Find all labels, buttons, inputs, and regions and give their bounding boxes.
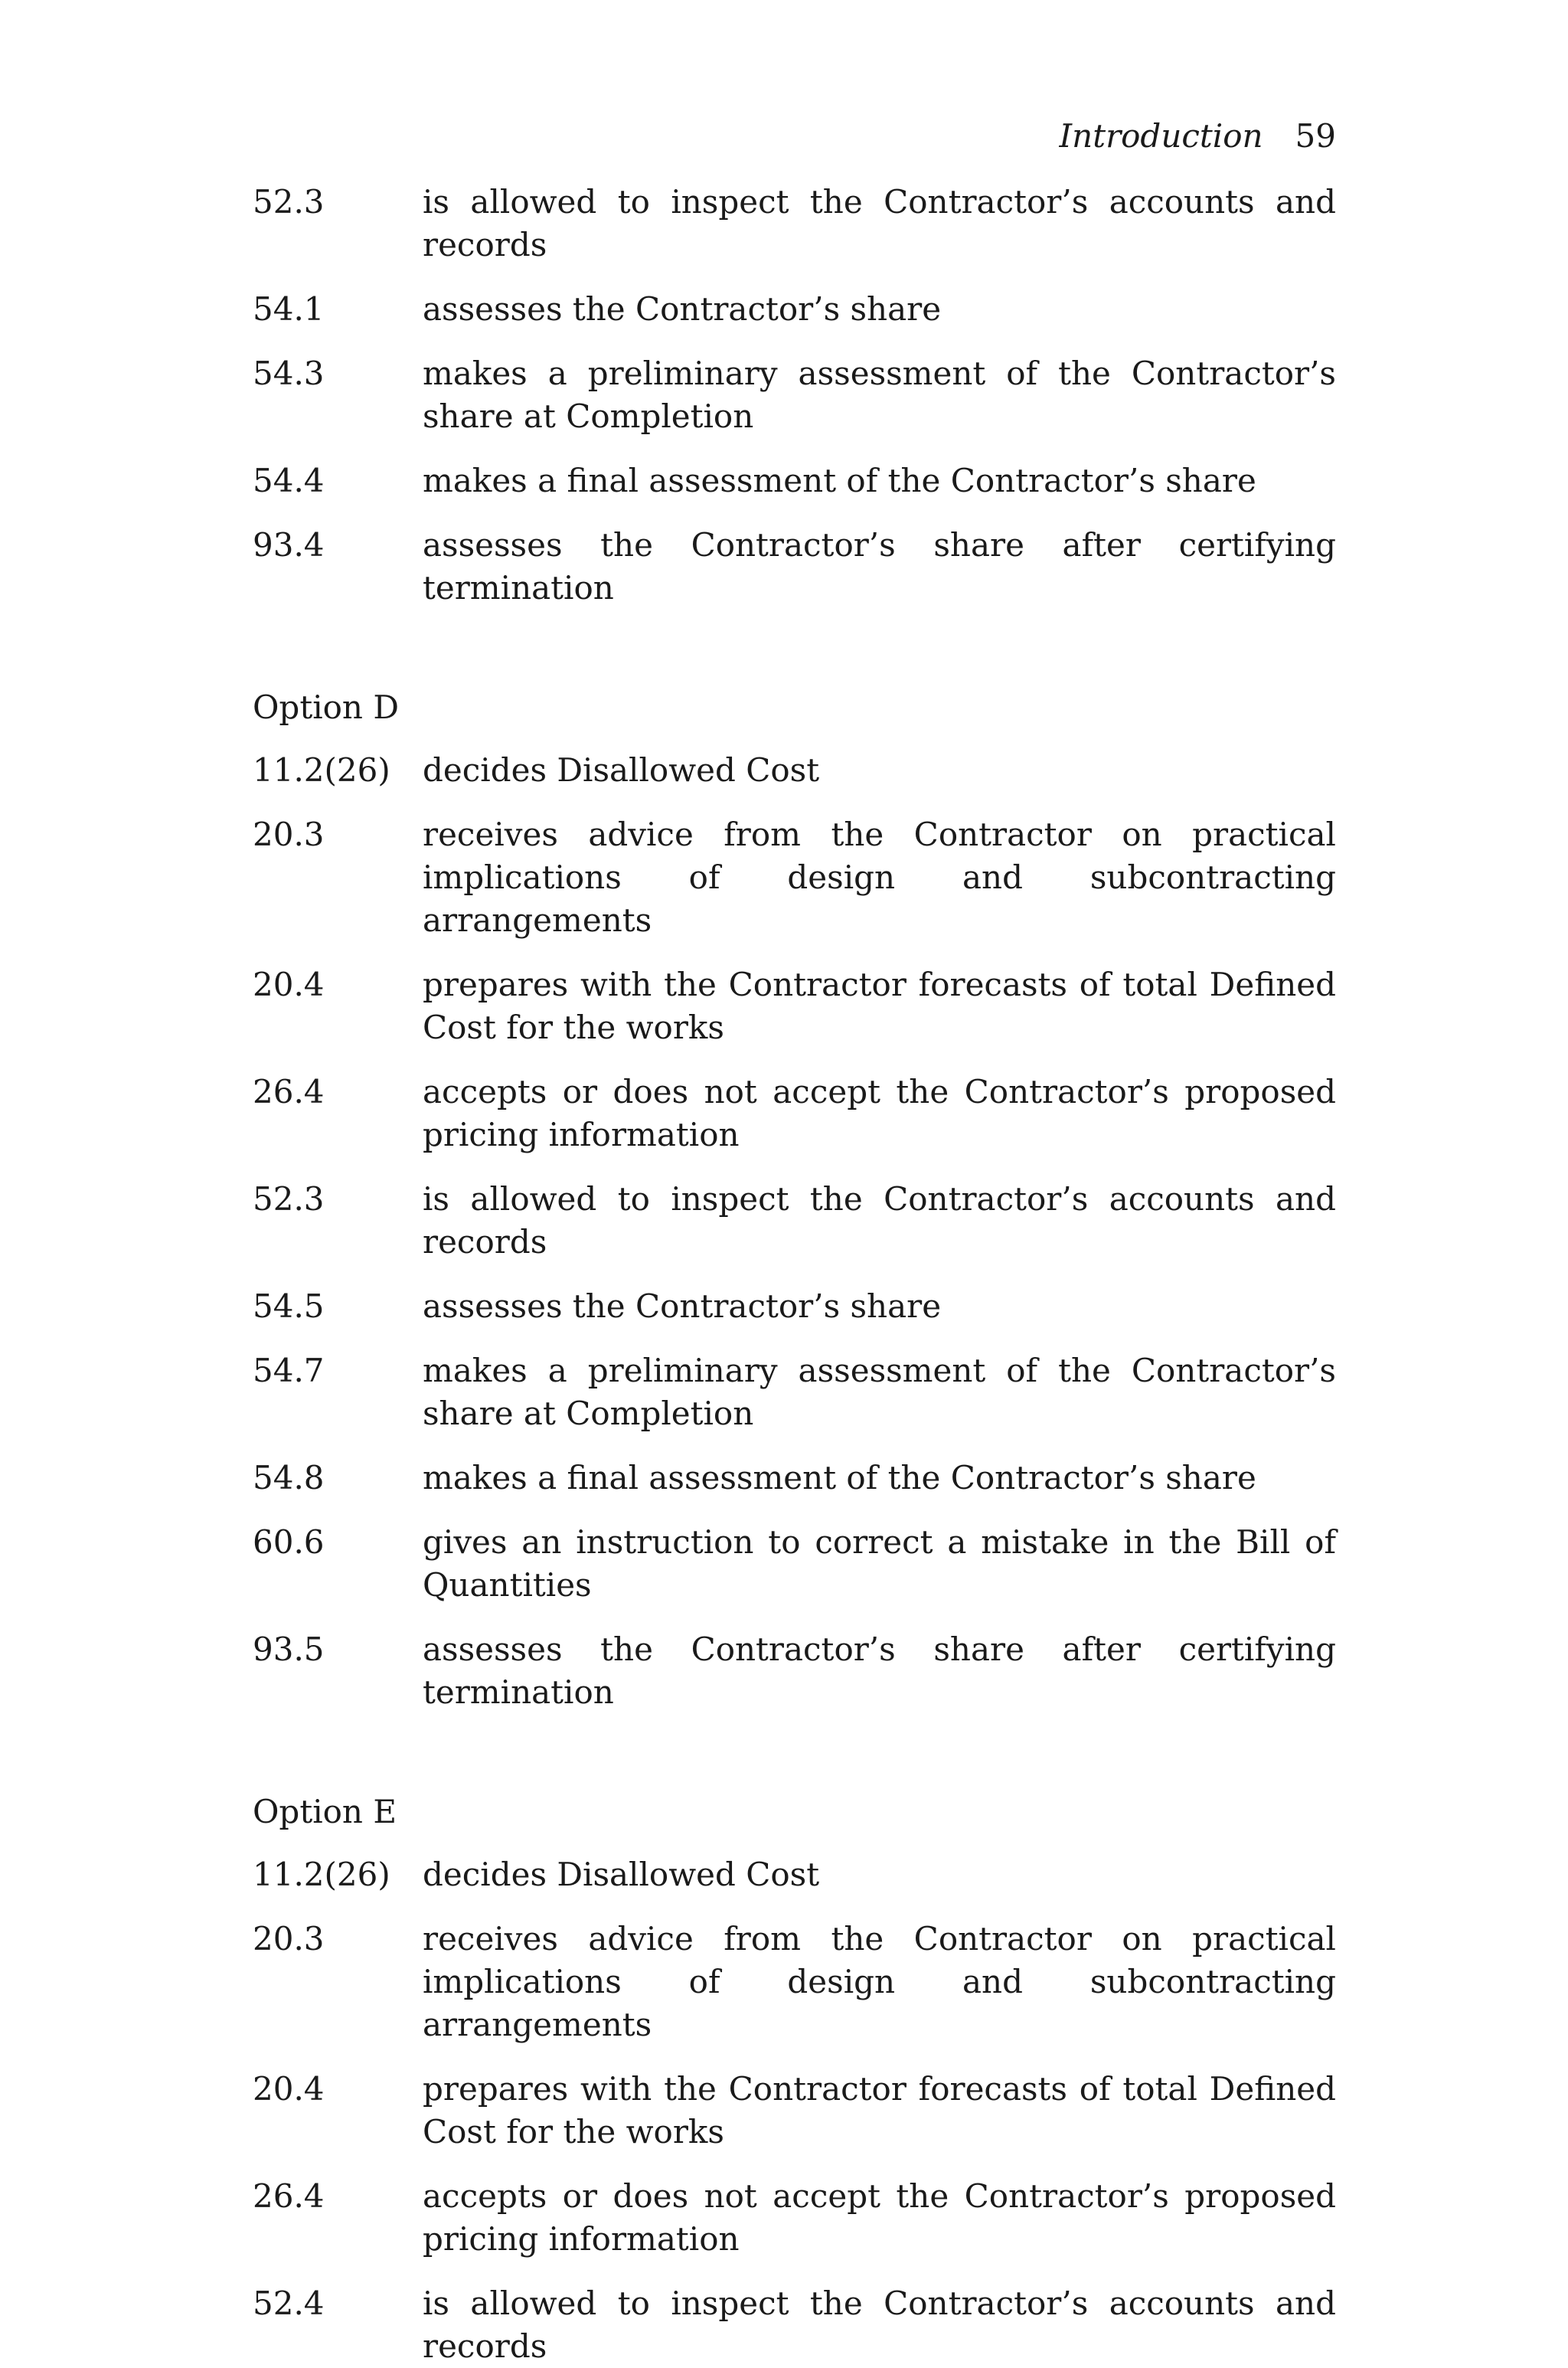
clause-number: 54.7 [253, 1352, 325, 1389]
clause-number: 20.3 [253, 816, 325, 853]
clause-number: 54.3 [253, 355, 325, 392]
clause-description: makes a final assessment of the Contractor’s share [423, 462, 1256, 499]
clause-entry [253, 352, 1336, 438]
clause-description: prepares with the Contractor forecasts of total Defined Cost for the works [423, 966, 1336, 1046]
clause-entry [253, 963, 1336, 1049]
clause-number: 93.5 [253, 1630, 325, 1668]
clause-description: accepts or does not accept the Contractor’s proposed pricing information [423, 2177, 1336, 2258]
clause-entry [253, 288, 1336, 331]
clause-entry [253, 460, 1336, 502]
clause-number: 26.4 [253, 2177, 325, 2215]
running-header [253, 115, 1336, 158]
clause-number: 60.6 [253, 1523, 325, 1561]
clause-description: makes a preliminary assessment of the Contractor’s share at Completion [423, 1352, 1336, 1432]
clause-entry [253, 1628, 1336, 1714]
clause-number: 11.2(26) [253, 1856, 390, 1893]
clause-description: assesses the Contractor’s share after certifying termination [423, 1630, 1336, 1711]
clause-number: 52.4 [253, 2285, 325, 2322]
clause-description: decides Disallowed Cost [423, 751, 820, 789]
clause-entry [253, 813, 1336, 942]
option-heading: Option D [253, 688, 399, 726]
clause-description: is allowed to inspect the Contractor’s accounts and records [423, 183, 1336, 263]
clause-number: 20.4 [253, 2070, 325, 2108]
clause-entry [253, 1853, 1336, 1896]
clause-description: accepts or does not accept the Contractor’s proposed pricing information [423, 1073, 1336, 1153]
clause-number: 54.8 [253, 1459, 325, 1496]
clause-description: assesses the Contractor’s share [423, 1287, 942, 1325]
clause-entry [253, 524, 1336, 610]
clause-entry [253, 1457, 1336, 1500]
clause-description: is allowed to inspect the Contractor’s accounts and records [423, 1180, 1336, 1261]
clause-number: 26.4 [253, 1073, 325, 1110]
clause-description: receives advice from the Contractor on practical implications of design and subcontracting arrangements [423, 1920, 1336, 2043]
clause-group-option-e [253, 1791, 1336, 2368]
clause-description: makes a preliminary assessment of the Contractor’s share at Completion [423, 355, 1336, 435]
clause-entry [253, 181, 1336, 267]
clause-entry [253, 2068, 1336, 2154]
clause-description: makes a final assessment of the Contractor’s share [423, 1459, 1256, 1496]
clause-description: receives advice from the Contractor on practical implications of design and subcontracting arrangements [423, 816, 1336, 939]
clause-entry [253, 2282, 1336, 2368]
clause-entry [253, 749, 1336, 792]
clause-entry [253, 1071, 1336, 1156]
clause-entry [253, 1178, 1336, 1264]
clause-description: is allowed to inspect the Contractor’s accounts and records [423, 2285, 1336, 2365]
page-number: 59 [1295, 117, 1336, 155]
clause-group-continued [253, 181, 1336, 610]
clause-number: 11.2(26) [253, 751, 390, 789]
clause-entry [253, 1349, 1336, 1435]
clause-list [253, 181, 1336, 2368]
clause-description: prepares with the Contractor forecasts of total Defined Cost for the works [423, 2070, 1336, 2150]
clause-description: gives an instruction to correct a mistake in the Bill of Quantities [423, 1523, 1336, 1604]
clause-number: 93.4 [253, 526, 325, 564]
clause-description: decides Disallowed Cost [423, 1856, 820, 1893]
clause-group-option-d [253, 686, 1336, 1714]
clause-number: 20.3 [253, 1920, 325, 1958]
option-heading: Option E [253, 1793, 397, 1830]
clause-entry [253, 2175, 1336, 2261]
clause-description: assesses the Contractor’s share after certifying termination [423, 526, 1336, 607]
clause-number: 54.4 [253, 462, 325, 499]
clause-entry [253, 1918, 1336, 2046]
clause-number: 54.5 [253, 1287, 325, 1325]
clause-description: assesses the Contractor’s share [423, 290, 942, 328]
clause-entry [253, 1521, 1336, 1607]
clause-number: 54.1 [253, 290, 325, 328]
clause-entry [253, 1285, 1336, 1328]
clause-number: 20.4 [253, 966, 325, 1003]
clause-number: 52.3 [253, 1180, 325, 1218]
clause-number: 52.3 [253, 183, 325, 221]
running-header-section: Introduction [1059, 117, 1263, 155]
